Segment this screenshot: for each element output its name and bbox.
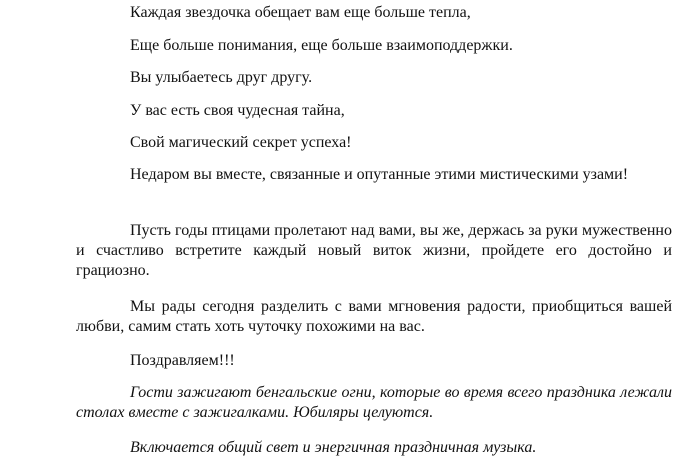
paragraph-6: Недаром вы вместе, связанные и опутанные этими мистическими узами! [130,166,629,183]
paragraph-1: Каждая звездочка обещает вам еще больше тепла, [130,4,471,21]
stage-direction-2: Включается общий свет и энергичная праздничная музыка. [130,439,537,456]
paragraph-5: Свой магический секрет успеха! [130,134,352,151]
paragraph-7: Пусть годы птицами пролетают над вами, вы же, держась за руки мужественно и счастливо встретите каждый новый виток жизни, пройдете его достойно и грациозно. [76,222,672,279]
paragraph-4: У вас есть своя чудесная тайна, [130,102,345,119]
paragraph-8: Мы рады сегодня разделить с вами мгновения радости, приобщиться вашей любви, самим стать хоть чуточку похожими на вас. [76,298,672,335]
paragraph-2: Еще больше понимания, еще больше взаимоподдержки. [130,37,513,54]
stage-direction-1: Гости зажигают бенгальские огни, которые во время всего праздника лежали столах вместе с зажигалками. Юбиляры целуются. [76,384,672,421]
paragraph-3: Вы улыбаетесь друг другу. [130,69,313,86]
paragraph-9: Поздравляем!!! [130,352,235,369]
